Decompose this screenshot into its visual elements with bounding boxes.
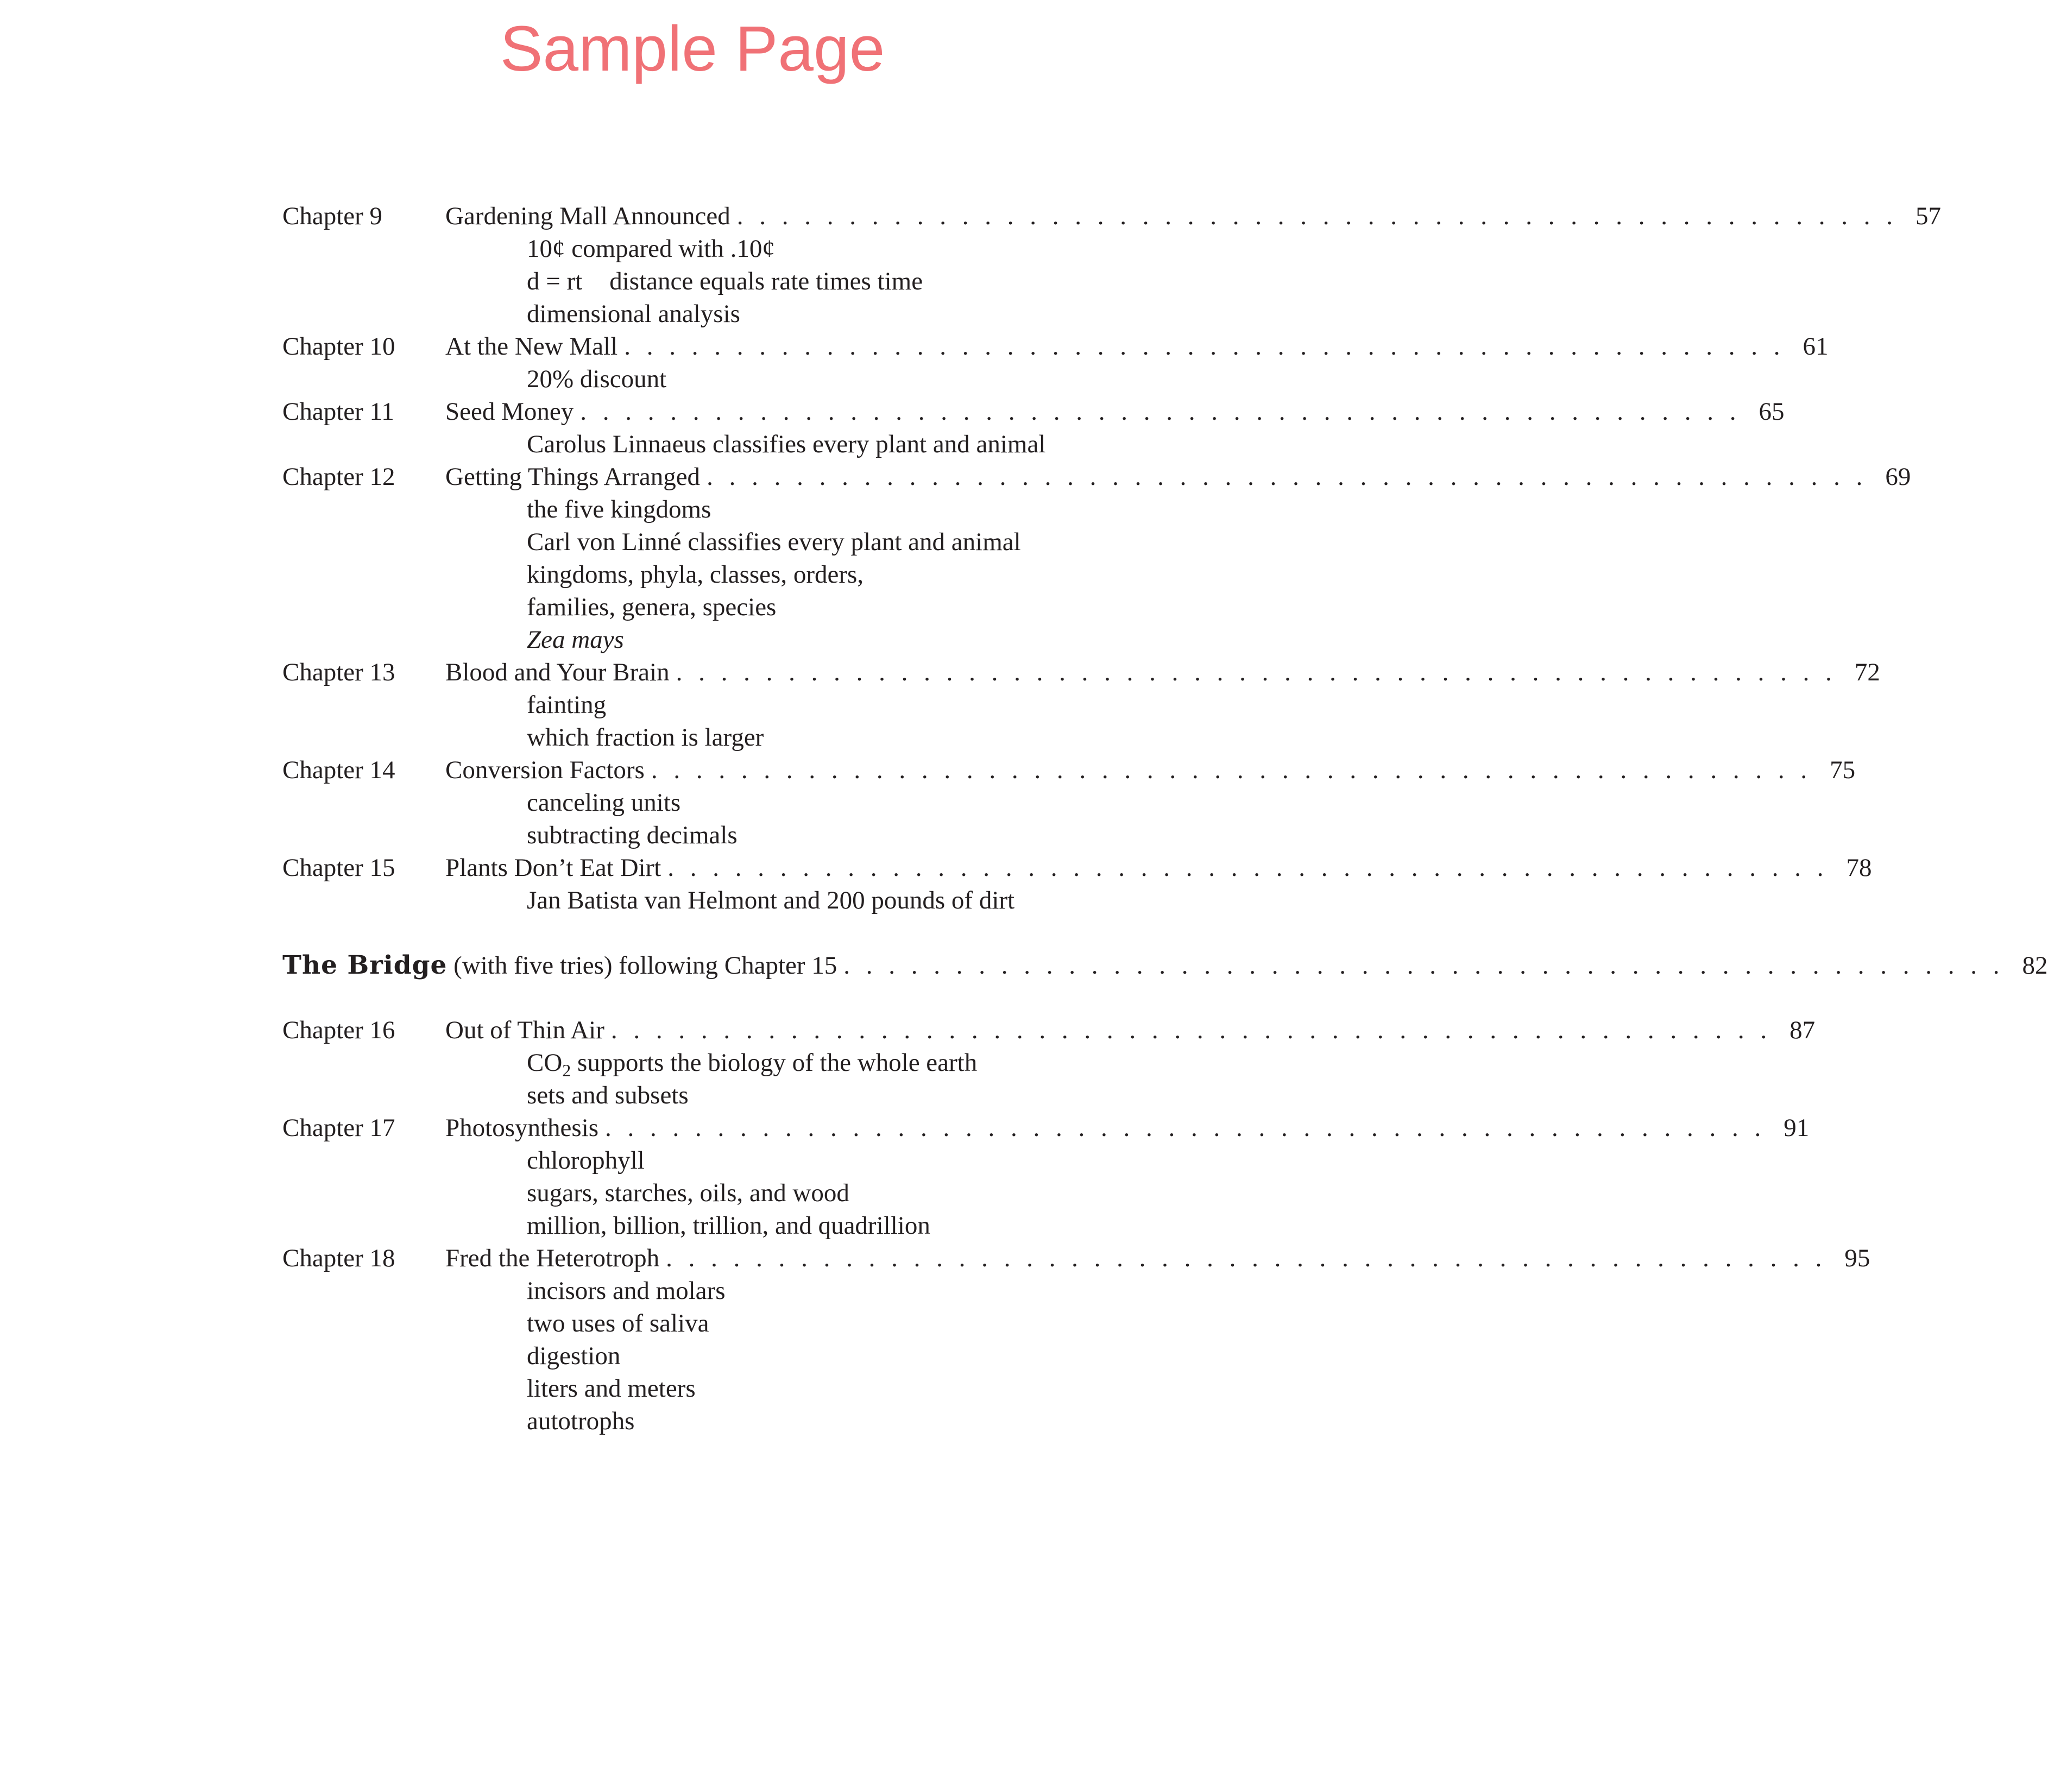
toc-row[interactable]: [282, 851, 1872, 884]
page-number: 69: [1885, 463, 1911, 491]
dot-leader: . . . . . . . . . . . . . . . . . . . . . . . . . . . . . . . . . . . . . . . . . . . . . . . . . . . .: [651, 756, 1812, 784]
toc-entry-chapter-12: [282, 460, 1911, 656]
page-number: 82: [2022, 951, 2048, 980]
toc-row[interactable]: [282, 754, 1856, 786]
toc-row[interactable]: [282, 330, 1829, 363]
topic: million, billion, trillion, and quadrillion: [527, 1212, 930, 1240]
chapter-number: Chapter 17: [282, 1114, 395, 1142]
dot-leader: . . . . . . . . . . . . . . . . . . . . . . . . . . . . . . . . . . . . . . . . . . . . . . . . . . . .: [843, 951, 2005, 980]
dot-leader: . . . . . . . . . . . . . . . . . . . . . . . . . . . . . . . . . . . . . . . . . . . . . . . . . . . .: [676, 658, 1837, 686]
toc-entry-bridge[interactable]: [282, 949, 2048, 982]
page-number: 72: [1854, 658, 1880, 686]
page-number: 87: [1789, 1016, 1816, 1044]
chapter-number: Chapter 18: [282, 1244, 395, 1272]
dot-leader: . . . . . . . . . . . . . . . . . . . . . . . . . . . . . . . . . . . . . . . . . . . . . . . . . . . .: [707, 463, 1868, 491]
toc-entry-chapter-16: [282, 1014, 1816, 1112]
chapter-number: Chapter 15: [282, 854, 395, 882]
topic: [527, 265, 1108, 298]
chapter-number: Chapter 11: [282, 397, 394, 426]
dot-leader: . . . . . . . . . . . . . . . . . . . . . . . . . . . . . . . . . . . . . . . . . . . . . . . . . . . .: [610, 1016, 1772, 1044]
topic: subtracting decimals: [527, 821, 738, 849]
topic: which fraction is larger: [527, 723, 764, 752]
page-number: 57: [1915, 202, 1941, 230]
toc-entry-chapter-17: [282, 1112, 1810, 1242]
topic-species-name: Zea mays: [527, 626, 624, 654]
toc-row[interactable]: [282, 1112, 1810, 1144]
chapter-number: Chapter 9: [282, 202, 383, 230]
chapter-number: Chapter 13: [282, 658, 395, 686]
chapter-title: Fred the Heterotroph: [445, 1244, 660, 1272]
chapter-number: Chapter 14: [282, 756, 395, 784]
topic: liters and meters: [527, 1374, 696, 1403]
bridge-heading: [282, 949, 843, 982]
chapter-title: Getting Things Arranged: [445, 463, 701, 491]
topic: kingdoms, phyla, classes, orders,: [527, 560, 864, 589]
dot-leader: . . . . . . . . . . . . . . . . . . . . . . . . . . . . . . . . . . . . . . . . . . . . . . . . . . . .: [736, 202, 1898, 230]
topic: dimensional analysis: [527, 300, 740, 328]
chapter-title: Gardening Mall Announced: [445, 202, 730, 230]
dot-leader: . . . . . . . . . . . . . . . . . . . . . . . . . . . . . . . . . . . . . . . . . . . . . . . . . . . .: [624, 332, 1785, 361]
topic: Carolus Linnaeus classifies every plant and animal: [527, 430, 1046, 458]
toc-row[interactable]: [282, 1014, 1816, 1046]
toc-entry-chapter-13: [282, 656, 1880, 754]
chapter-number: Chapter 10: [282, 332, 395, 361]
topic: canceling units: [527, 788, 681, 817]
dot-leader: . . . . . . . . . . . . . . . . . . . . . . . . . . . . . . . . . . . . . . . . . . . . . . . . . . . .: [667, 854, 1829, 882]
topic: Jan Batista van Helmont and 200 pounds of dirt: [527, 886, 1015, 914]
topic: autotrophs: [527, 1407, 635, 1435]
page-number: 75: [1830, 756, 1856, 784]
subscript: 2: [562, 1061, 571, 1080]
topic: [527, 1046, 1108, 1079]
topic: the five kingdoms: [527, 495, 711, 523]
toc-row[interactable]: [282, 460, 1911, 493]
toc-entry-chapter-18: [282, 1242, 1870, 1437]
page-number: 61: [1803, 332, 1829, 361]
chapter-title: At the New Mall: [445, 332, 618, 361]
topic: digestion: [527, 1342, 621, 1370]
topic: fainting: [527, 691, 607, 719]
chapter-title: Blood and Your Brain: [445, 658, 670, 686]
toc-row[interactable]: [282, 1242, 1870, 1274]
formula: d = rt: [527, 267, 583, 295]
chapter-number: Chapter 16: [282, 1016, 395, 1044]
topic: sets and subsets: [527, 1081, 689, 1109]
chapter-number: Chapter 12: [282, 463, 395, 491]
topic: 20% discount: [527, 365, 667, 393]
chapter-title: Photosynthesis: [445, 1114, 599, 1142]
page-number: 91: [1784, 1114, 1810, 1142]
topic: Carl von Linné classifies every plant and animal: [527, 528, 1021, 556]
page-number: 65: [1759, 397, 1785, 426]
toc-entry-chapter-10: [282, 330, 1829, 395]
bridge-title: The Bridge: [282, 950, 448, 980]
toc-entry-chapter-14: [282, 754, 1856, 851]
chapter-title: Seed Money: [445, 397, 574, 426]
chapter-title: Plants Don’t Eat Dirt: [445, 854, 661, 882]
toc-entry-chapter-11: [282, 395, 1785, 460]
dot-leader: . . . . . . . . . . . . . . . . . . . . . . . . . . . . . . . . . . . . . . . . . . . . . . . . . . . .: [580, 397, 1741, 426]
topic-text: supports the biology of the whole earth: [577, 1049, 978, 1077]
topic: sugars, starches, oils, and wood: [527, 1179, 849, 1207]
chemical-formula: CO: [527, 1049, 563, 1077]
topic: chlorophyll: [527, 1146, 645, 1175]
toc-entry-chapter-15: [282, 851, 1872, 917]
topic: families, genera, species: [527, 593, 777, 621]
toc-entry-chapter-9: [282, 200, 1941, 330]
chapter-title: Out of Thin Air: [445, 1016, 604, 1044]
topic: incisors and molars: [527, 1277, 726, 1305]
topic: two uses of saliva: [527, 1309, 709, 1337]
dot-leader: . . . . . . . . . . . . . . . . . . . . . . . . . . . . . . . . . . . . . . . . . . . . . . . . . . . .: [666, 1244, 1827, 1272]
toc-row[interactable]: [282, 395, 1785, 428]
toc-row[interactable]: [282, 656, 1880, 689]
page-number: 95: [1844, 1244, 1870, 1272]
sample-page-watermark: Sample Page: [500, 13, 885, 85]
topic: 10¢ compared with .10¢: [527, 235, 775, 263]
table-of-contents: [282, 200, 2048, 1437]
dot-leader: . . . . . . . . . . . . . . . . . . . . . . . . . . . . . . . . . . . . . . . . . . . . . . . . . . . .: [605, 1114, 1766, 1142]
chapter-title: Conversion Factors: [445, 756, 645, 784]
page-number: 78: [1846, 854, 1872, 882]
toc-row[interactable]: [282, 200, 1941, 232]
bridge-subtitle: (with five tries) following Chapter 15: [453, 951, 837, 980]
formula-description: distance equals rate times time: [609, 267, 923, 295]
